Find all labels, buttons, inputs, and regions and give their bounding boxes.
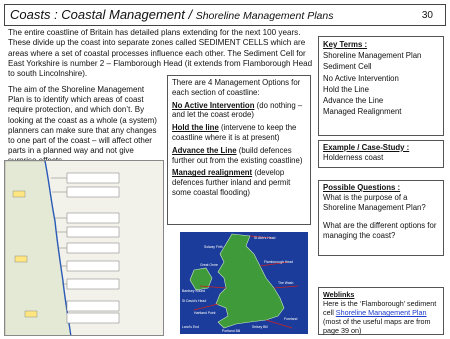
map-label-flamborough-head: Flamborough Head [264,260,294,264]
uk-map-graphic [180,232,308,334]
intro-paragraph: The entire coastline of Britain has detailed plans extending for the next 100 years. These divide up the coast into separate zones called SEDIMENT CELLS which are areas where a set of coastal processes influence each other. The Sediment Cell for East Yorkshire is number 2 – Flamborough Head (it extends from Flamborough Head to south Lincolnshire). [8,28,313,79]
map-label-portland-bill: Portland Bill [222,329,241,333]
key-term: Managed Realignment [323,107,402,117]
questions-heading: Possible Questions : [323,183,401,192]
key-term: Hold the Line [323,84,369,94]
title-bar [4,4,446,26]
map-label-foreland: Foreland [284,317,298,321]
example-heading: Example / Case-Study : [323,143,410,152]
page-title: Coasts : Coastal Management / Shoreline Management Plans [10,7,334,22]
option-item: Advance the Line (build defences further out from the existing coastline) [172,145,303,165]
questions-box [318,180,444,256]
management-options-box [167,75,311,225]
weblinks-box [318,287,444,335]
page-number: 30 [421,10,433,21]
key-terms-heading: Key Terms : [323,40,368,49]
map-label-bardsey-sound: Bardsey Sound [182,289,206,293]
smp-link[interactable]: Shoreline Management Plan [335,308,427,317]
map-label-st-abbs-head: St Abb's Head [254,236,276,240]
option-item: Hold the line (intervene to keep the coastline where it is at present) [172,123,297,142]
options-intro: There are 4 Management Options for each section of coastline: [172,78,301,97]
map-label-hartland-point: Hartland Point [194,311,216,315]
weblinks-heading: Weblinks [323,290,355,299]
page-subtitle: Shoreline Management Plans [195,10,334,22]
key-term: No Active Intervention [323,73,399,83]
sediment-cell-map [4,160,164,336]
option-item: Managed realignment (develop defences further inland and permit some coastal flooding) [172,168,291,197]
key-terms-box [318,36,444,136]
key-term: Advance the Line [323,96,384,106]
weblinks-text: Here is the ‘Flamborough’ sediment cell Shoreline Management Plan (most of the useful maps are from page 39 on) [323,299,437,335]
map-label-great-orme: Great Orme [200,263,218,267]
map-label-lands-end: Land's End [182,325,199,329]
map-label-selsey-bill: Selsey Bill [252,325,268,329]
key-term: Shoreline Management Plan [323,51,422,61]
option-item: No Active Intervention (do nothing – and let the coast erode) [172,100,303,120]
question-item: What is the purpose of a Shoreline Management Plan? [323,193,426,212]
sediment-cell-map-graphic [5,161,164,336]
map-label-st-davids-head: St David's Head [182,299,207,303]
aim-paragraph: The aim of the Shoreline Management Plan is to identify which areas of coast require protection, and which don’t. By looking at the coast as a whole (a system) planners can make sure that any changes to one part of the coast – will affect other parts in a planned way and not give [8,85,157,156]
question-item: What are the different options for managing the coast? [323,221,437,240]
key-term: Sediment Cell [323,62,372,72]
example-box [318,140,444,168]
uk-sediment-cells-map [180,232,308,334]
map-label-the-wash: The Wash [278,281,294,285]
example-text: Holderness coast [323,153,384,162]
map-label-solway-firth: Solway Firth [204,245,223,249]
